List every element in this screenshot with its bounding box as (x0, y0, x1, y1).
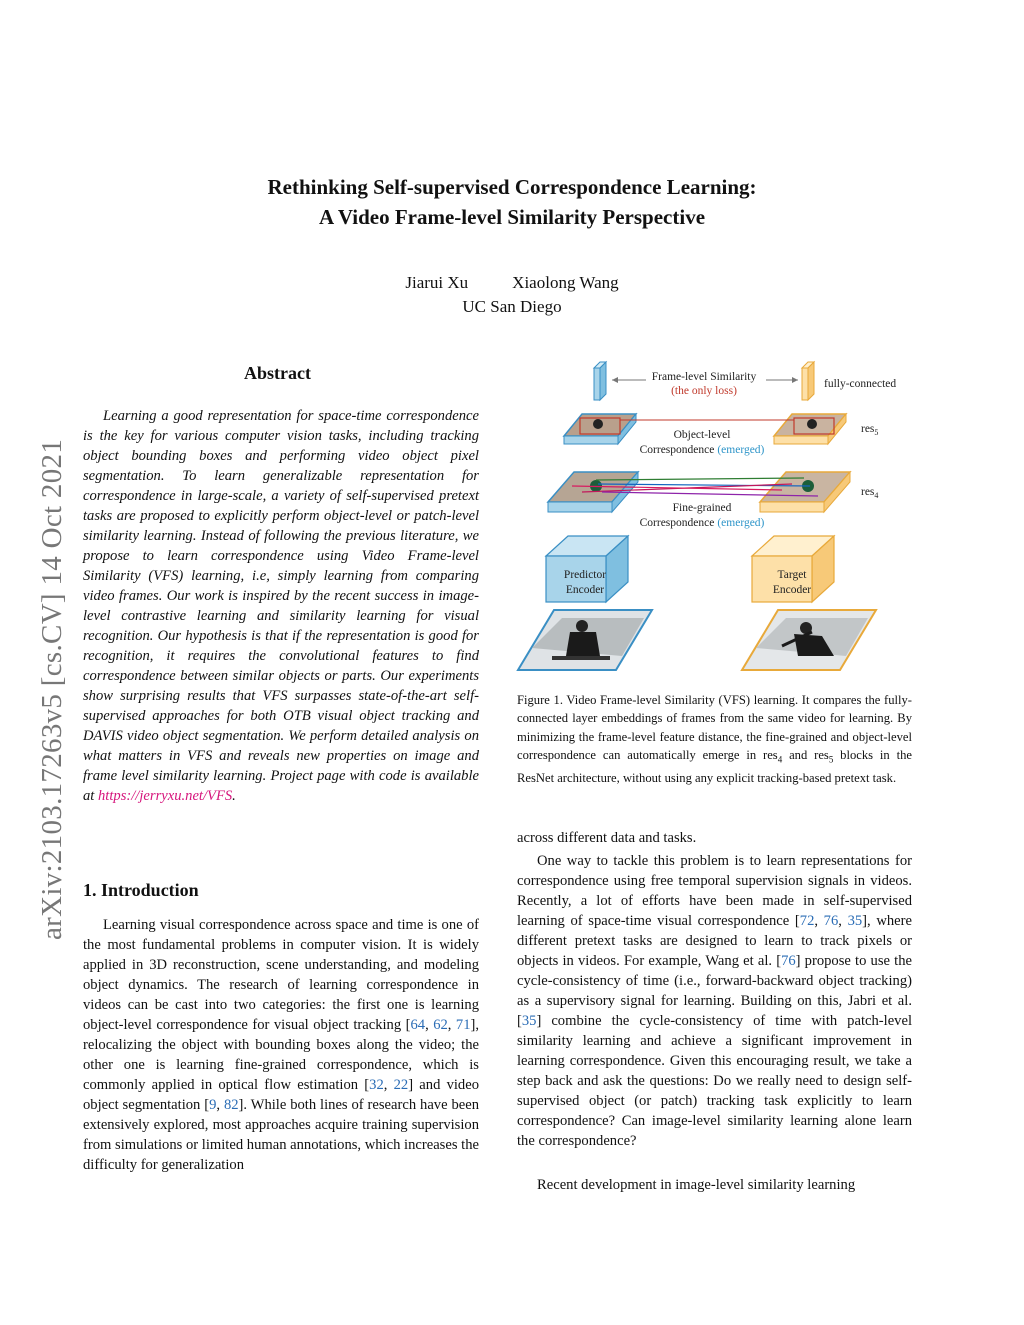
frame-similarity-label: Frame-level Similarity (651, 371, 757, 383)
section-heading-introduction: 1. Introduction (83, 880, 199, 900)
citation-link[interactable]: 35 (521, 1013, 537, 1029)
project-page-link[interactable]: https://jerryxu.net/VFS (98, 788, 233, 804)
target-input-frame (742, 610, 876, 670)
target-embedding-bar (802, 362, 814, 400)
only-loss-label: (the only loss) (671, 385, 737, 397)
intro-paragraph-1: Learning visual correspondence across space and time is one of the most fundamental problems in computer vision. It is widely applied in 3D reconstruction, scene understanding, and modeling object dynamics. The research of learning correspondence in videos can be cast into two categories: the first one is learning object-level correspondence for visual object tracking [64, 62, 71], relocalizing the object with bounding boxes along the video; the other one is learning fine-grained correspondence, which is commonly applied in optical flow estimation [32, 22] and video object segmentation [9, 82]. While both lines of research have been extensively explored, most approaches acquire training supervision from simulations or limited human annotations, which increases the difficulty for generalization (83, 917, 480, 1173)
abstract-text-end: . (232, 788, 236, 804)
abstract-body (83, 406, 479, 806)
target-res5-feature-map (774, 414, 846, 444)
fully-connected-label: fully-connected (824, 378, 897, 390)
intro-paragraph-2: One way to tackle this problem is to learn representations for correspondence using free temporal supervision signals in videos. Recently, a lot of efforts have been made in self-supervised learning of space-time visual correspondence [72, 76, 35], where different pretext tasks are designed to learn to track pixels or objects in videos. For example, Wang et al. [76] propose to use the cycle-consistency of time (i.e., forward-backward object tracking) as a supervisory signal for learning. Building on this, Jabri et al. [35] combine the cycle-consistency of time with patch-level similarity learning and achieve a significant improvement in learning correspondence. Given this encouraging result, we take a step back and ask the questions: Do we really need to design self-supervised object (or patch) tracking task explicitly to learn correspondence? Can image-level similarity learning alone learn the correspondence? (517, 853, 912, 1149)
citation-link[interactable]: 62 (433, 1017, 448, 1033)
abstract-heading: Abstract (244, 363, 311, 383)
citation-link[interactable]: 76 (781, 953, 796, 969)
author-name: Xiaolong Wang (512, 273, 619, 292)
citation-link[interactable]: 32 (369, 1077, 384, 1093)
intro-paragraph-3: Recent development in image-level similarity learning (537, 1177, 856, 1193)
intro-paragraph-1-continued: across different data and tasks. (517, 830, 697, 846)
citation-link[interactable]: 22 (393, 1077, 409, 1093)
arxiv-identifier: arXiv:2103.17263v5 [cs.CV] 14 Oct 2021 (36, 438, 68, 940)
predictor-encoder-box (546, 536, 628, 602)
predictor-res5-feature-map (564, 414, 636, 444)
target-encoder-box (752, 536, 834, 602)
predictor-embedding-bar (594, 362, 606, 400)
res4-label: res$_4$ (861, 486, 879, 500)
citation-link[interactable]: 72 (799, 913, 815, 929)
paper-title-line1: Rethinking Self-supervised Correspondence Learning: (267, 175, 757, 199)
object-correspondence-label: Correspondence (emerged) (639, 444, 765, 456)
predictor-input-frame (518, 610, 652, 670)
affiliation: UC San Diego (462, 297, 562, 316)
object-level-label: Object-level (673, 429, 731, 441)
fine-correspondence-label: Correspondence (emerged) (639, 517, 765, 529)
figure-1-diagram (512, 356, 924, 676)
res5-label: res$_5$ (861, 423, 879, 437)
author-name: Jiarui Xu (405, 273, 469, 292)
author-list (0, 271, 1024, 294)
target-encoder-label: Target (777, 569, 807, 581)
predictor-encoder-label: Predictor (563, 569, 607, 581)
citation-link[interactable]: 9 (209, 1097, 217, 1113)
abstract-text: Learning a good representation for space-time correspondence is the key for various computer vision tasks, including tracking object bounding boxes and performing video object pixel segmentation. To learn generalizable representation for correspondence in large-scale, a variety of self-supervised pretext tasks are proposed to explicitly perform object-level or patch-level similarity learning. Instead of following the previous literature, we propose to learn correspondence using Video Frame-level Similarity (VFS) learning, i.e, simply learning from comparing video frames. Our work is inspired by the recent success in image-level contrastive learning and similarity learning for visual recognition. Our hypothesis is that if the representation is good for recognition, it requires the convolutional features to find correspondence between similar objects or parts. Our experiments show surprising results that VFS surpasses state-of-the-art self-supervised approaches for both OTB visual object tracking and DAVIS video object segmentation. We perform detailed analysis on what matters in VFS and reveals new properties on image and frame level similarity learning. Project page with code is available at (83, 408, 479, 804)
predictor-encoder-label-2: Encoder (565, 584, 605, 596)
paper-title-line2: A Video Frame-level Similarity Perspective (318, 205, 706, 229)
citation-link[interactable]: 71 (455, 1017, 471, 1033)
citation-link[interactable]: 35 (847, 913, 863, 929)
citation-link[interactable]: 76 (823, 913, 839, 929)
citation-link[interactable]: 64 (410, 1017, 426, 1033)
target-encoder-label-2: Encoder (772, 584, 812, 596)
citation-link[interactable]: 82 (223, 1097, 239, 1113)
figure-1-caption: Figure 1. Video Frame-level Similarity (VFS) learning. It compares the fully-connected layer embeddings of frames from the same video for learning. By minimizing the frame-level feature distance, the fine-grained and object-level correspondence can automatically emerge in res$_4$ and res$_5$ blocks in the ResNet architecture, without using any explicit tracking-based pretext task. (517, 693, 912, 785)
fine-grained-label: Fine-grained (672, 502, 732, 514)
